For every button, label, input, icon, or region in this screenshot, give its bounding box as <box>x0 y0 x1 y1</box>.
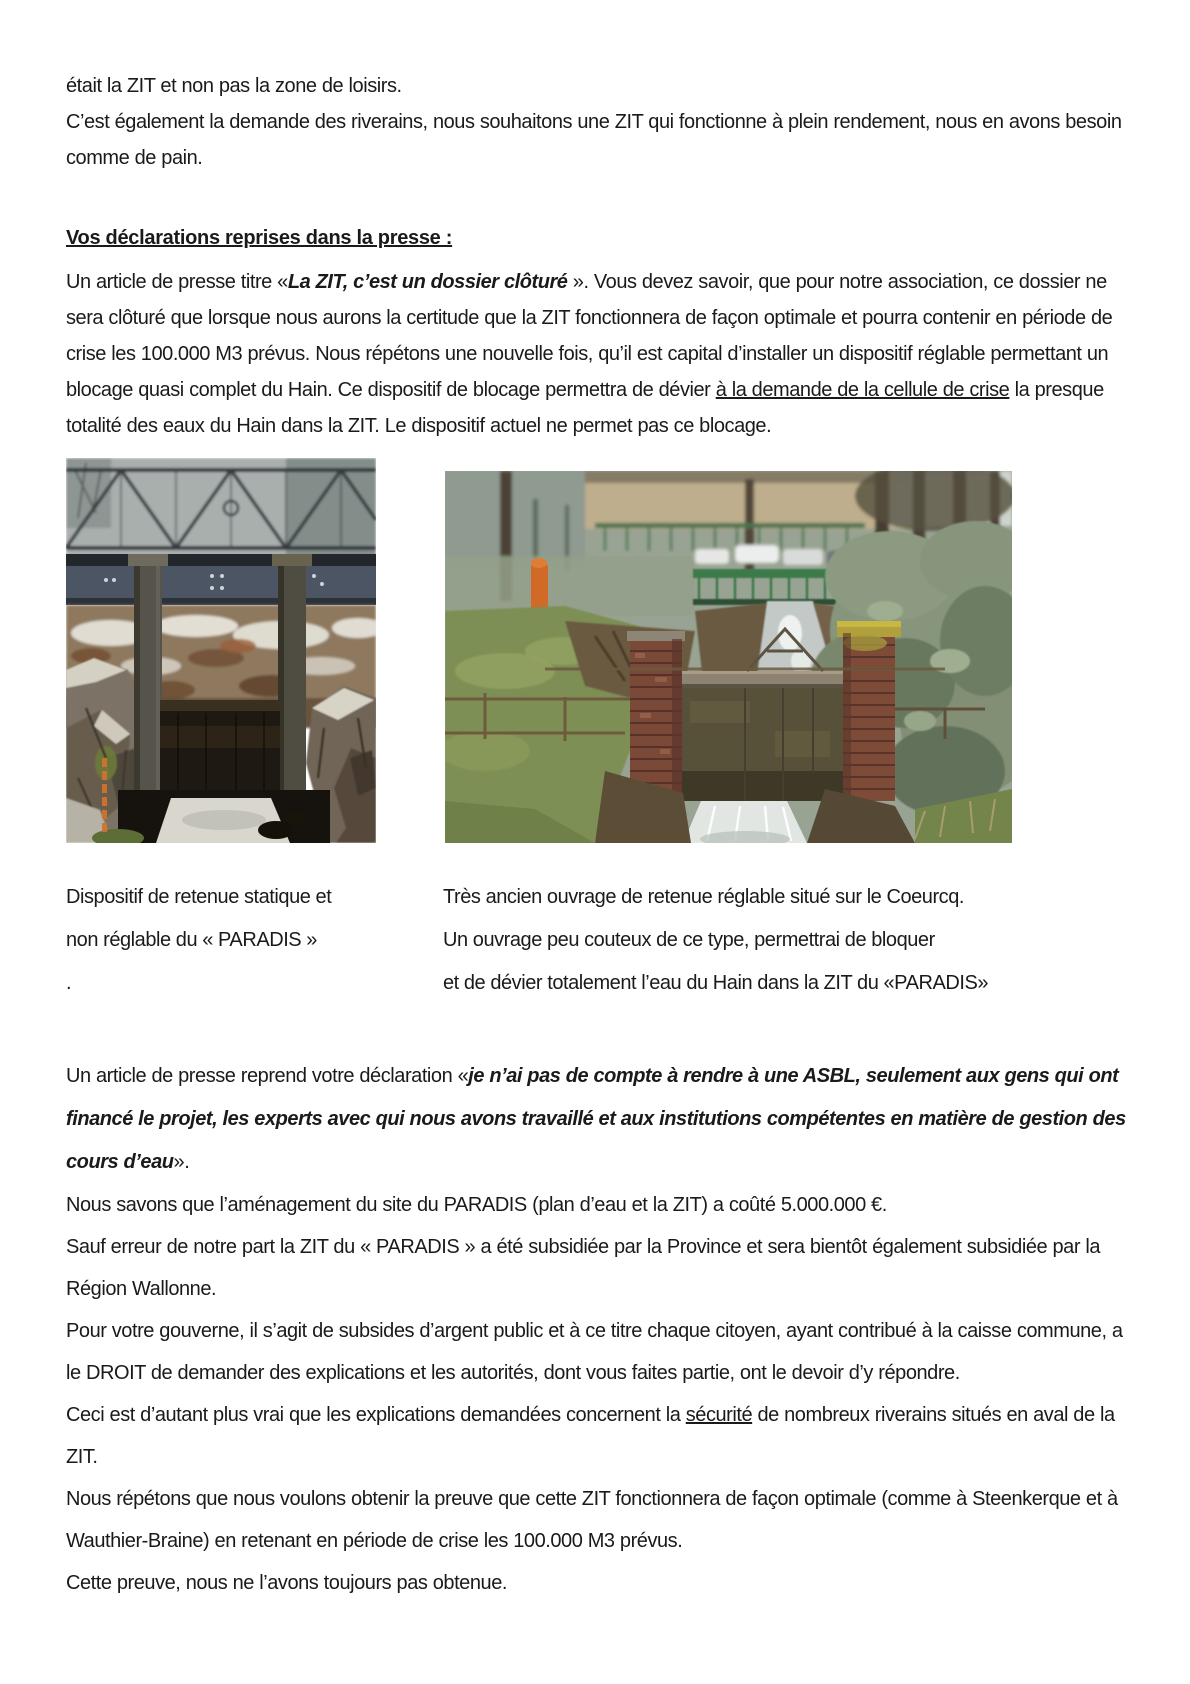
caption-line: Très ancien ouvrage de retenue réglable situé sur le Coeurcq. <box>443 886 965 908</box>
photo-adjustable-retention-structure <box>445 471 1012 843</box>
steel-beam <box>66 554 376 605</box>
caption-line: et de dévier totalement l’eau du Hain dans la ZIT du «PARADIS» <box>443 972 989 994</box>
text-run: de nombreux riverains situés en aval de la ZIT. <box>66 1404 1115 1468</box>
brick-pillar-left <box>627 631 685 801</box>
photo-static-retention-device <box>66 458 376 843</box>
text-run: Un article de presse reprend votre déclaration « <box>66 1065 469 1087</box>
text-run-underlined: à la demande de la cellule de crise <box>715 379 1010 401</box>
intro-line-1: était la ZIT et non pas la zone de loisirs. <box>66 75 402 97</box>
caption-line: Un ouvrage peu couteux de ce type, permettrai de bloquer <box>443 929 935 951</box>
caption-line: Dispositif de retenue statique et <box>66 886 332 908</box>
text-run-bold-italic: je n’ai pas de compte à rendre à une ASBL, seulement aux gens qui ont financé le projet, les experts avec qui nous avons travaillé et aux institutions compétentes en matière de gestion des cours d’eau <box>66 1065 1126 1173</box>
text-run: ». Vous devez savoir, que pour notre association, ce dossier ne sera clôturé que lorsque nous aurons la certitude que la ZIT fonctionnera de façon optimale et pourra contenir en période de crise les 100.000 M3 prévus. Nous répétons une nouvelle fois, qu’il est capital d’installer un dispositif réglable permettant un blocage quasi complet du Hain. Ce dispositif de blocage permettra de dévier <box>66 271 1113 401</box>
caption-left-photo <box>66 876 376 1005</box>
paragraph-final: Cette preuve, nous ne l’avons toujours pas obtenue. <box>66 1572 507 1594</box>
caption-right-photo <box>443 876 1126 1005</box>
caption-row <box>66 876 1126 1005</box>
paragraph-cost: Nous savons que l’aménagement du site du PARADIS (plan d’eau et la ZIT) a coûté 5.000.000 €. <box>66 1194 887 1216</box>
intro-line-2: C’est également la demande des riverains, nous souhaitons une ZIT qui fonctionne à plein rendement, nous en avons besoin comme de pain. <box>66 111 1122 169</box>
caption-line: non réglable du « PARADIS » <box>66 929 317 951</box>
text-run: Ceci est d’autant plus vrai que les explications demandées concernent la <box>66 1404 686 1426</box>
paragraph-press-article <box>66 264 1126 444</box>
paragraph-public-money: Pour votre gouverne, il s’agit de subsides d’argent public et à ce titre chaque citoyen, ayant contribué à la caisse commune, a le DROIT de demander des explications et les autorités, dont vous faites partie, ont le devoir d’y répondre. <box>66 1320 1123 1384</box>
water-foam <box>92 790 330 843</box>
paragraph-proof: Nous répétons que nous voulons obtenir la preuve que cette ZIT fonctionnera de façon optimale (comme à Steenkerque et à Wauthier-Braine) en retenant en période de crise les 100.000 M3 prévus. <box>66 1488 1118 1552</box>
paragraph-declaration <box>66 1055 1126 1184</box>
paragraph-security <box>66 1394 1126 1478</box>
text-run-underlined: sécurité <box>685 1404 753 1426</box>
sluice-chamber <box>682 688 843 801</box>
section-heading: Vos déclarations reprises dans la presse : <box>66 227 453 249</box>
text-run-bold-italic: La ZIT, c’est un dossier clôturé <box>287 271 568 293</box>
text-run: la presque totalité des eaux du Hain dans la ZIT. Le dispositif actuel ne permet pas ce blocage. <box>66 379 1104 437</box>
truss-bridge-top <box>66 458 376 558</box>
text-run: ». <box>173 1151 190 1173</box>
text-run: Un article de presse titre « <box>66 271 288 293</box>
paragraph-subsidy: Sauf erreur de notre part la ZIT du « PARADIS » a été subsidiée par la Province et sera bientôt également subsidiée par la Région Wallonne. <box>66 1236 1101 1300</box>
brick-pillar-right <box>837 621 901 801</box>
caption-line: . <box>66 972 72 994</box>
photo-row <box>66 458 1126 843</box>
